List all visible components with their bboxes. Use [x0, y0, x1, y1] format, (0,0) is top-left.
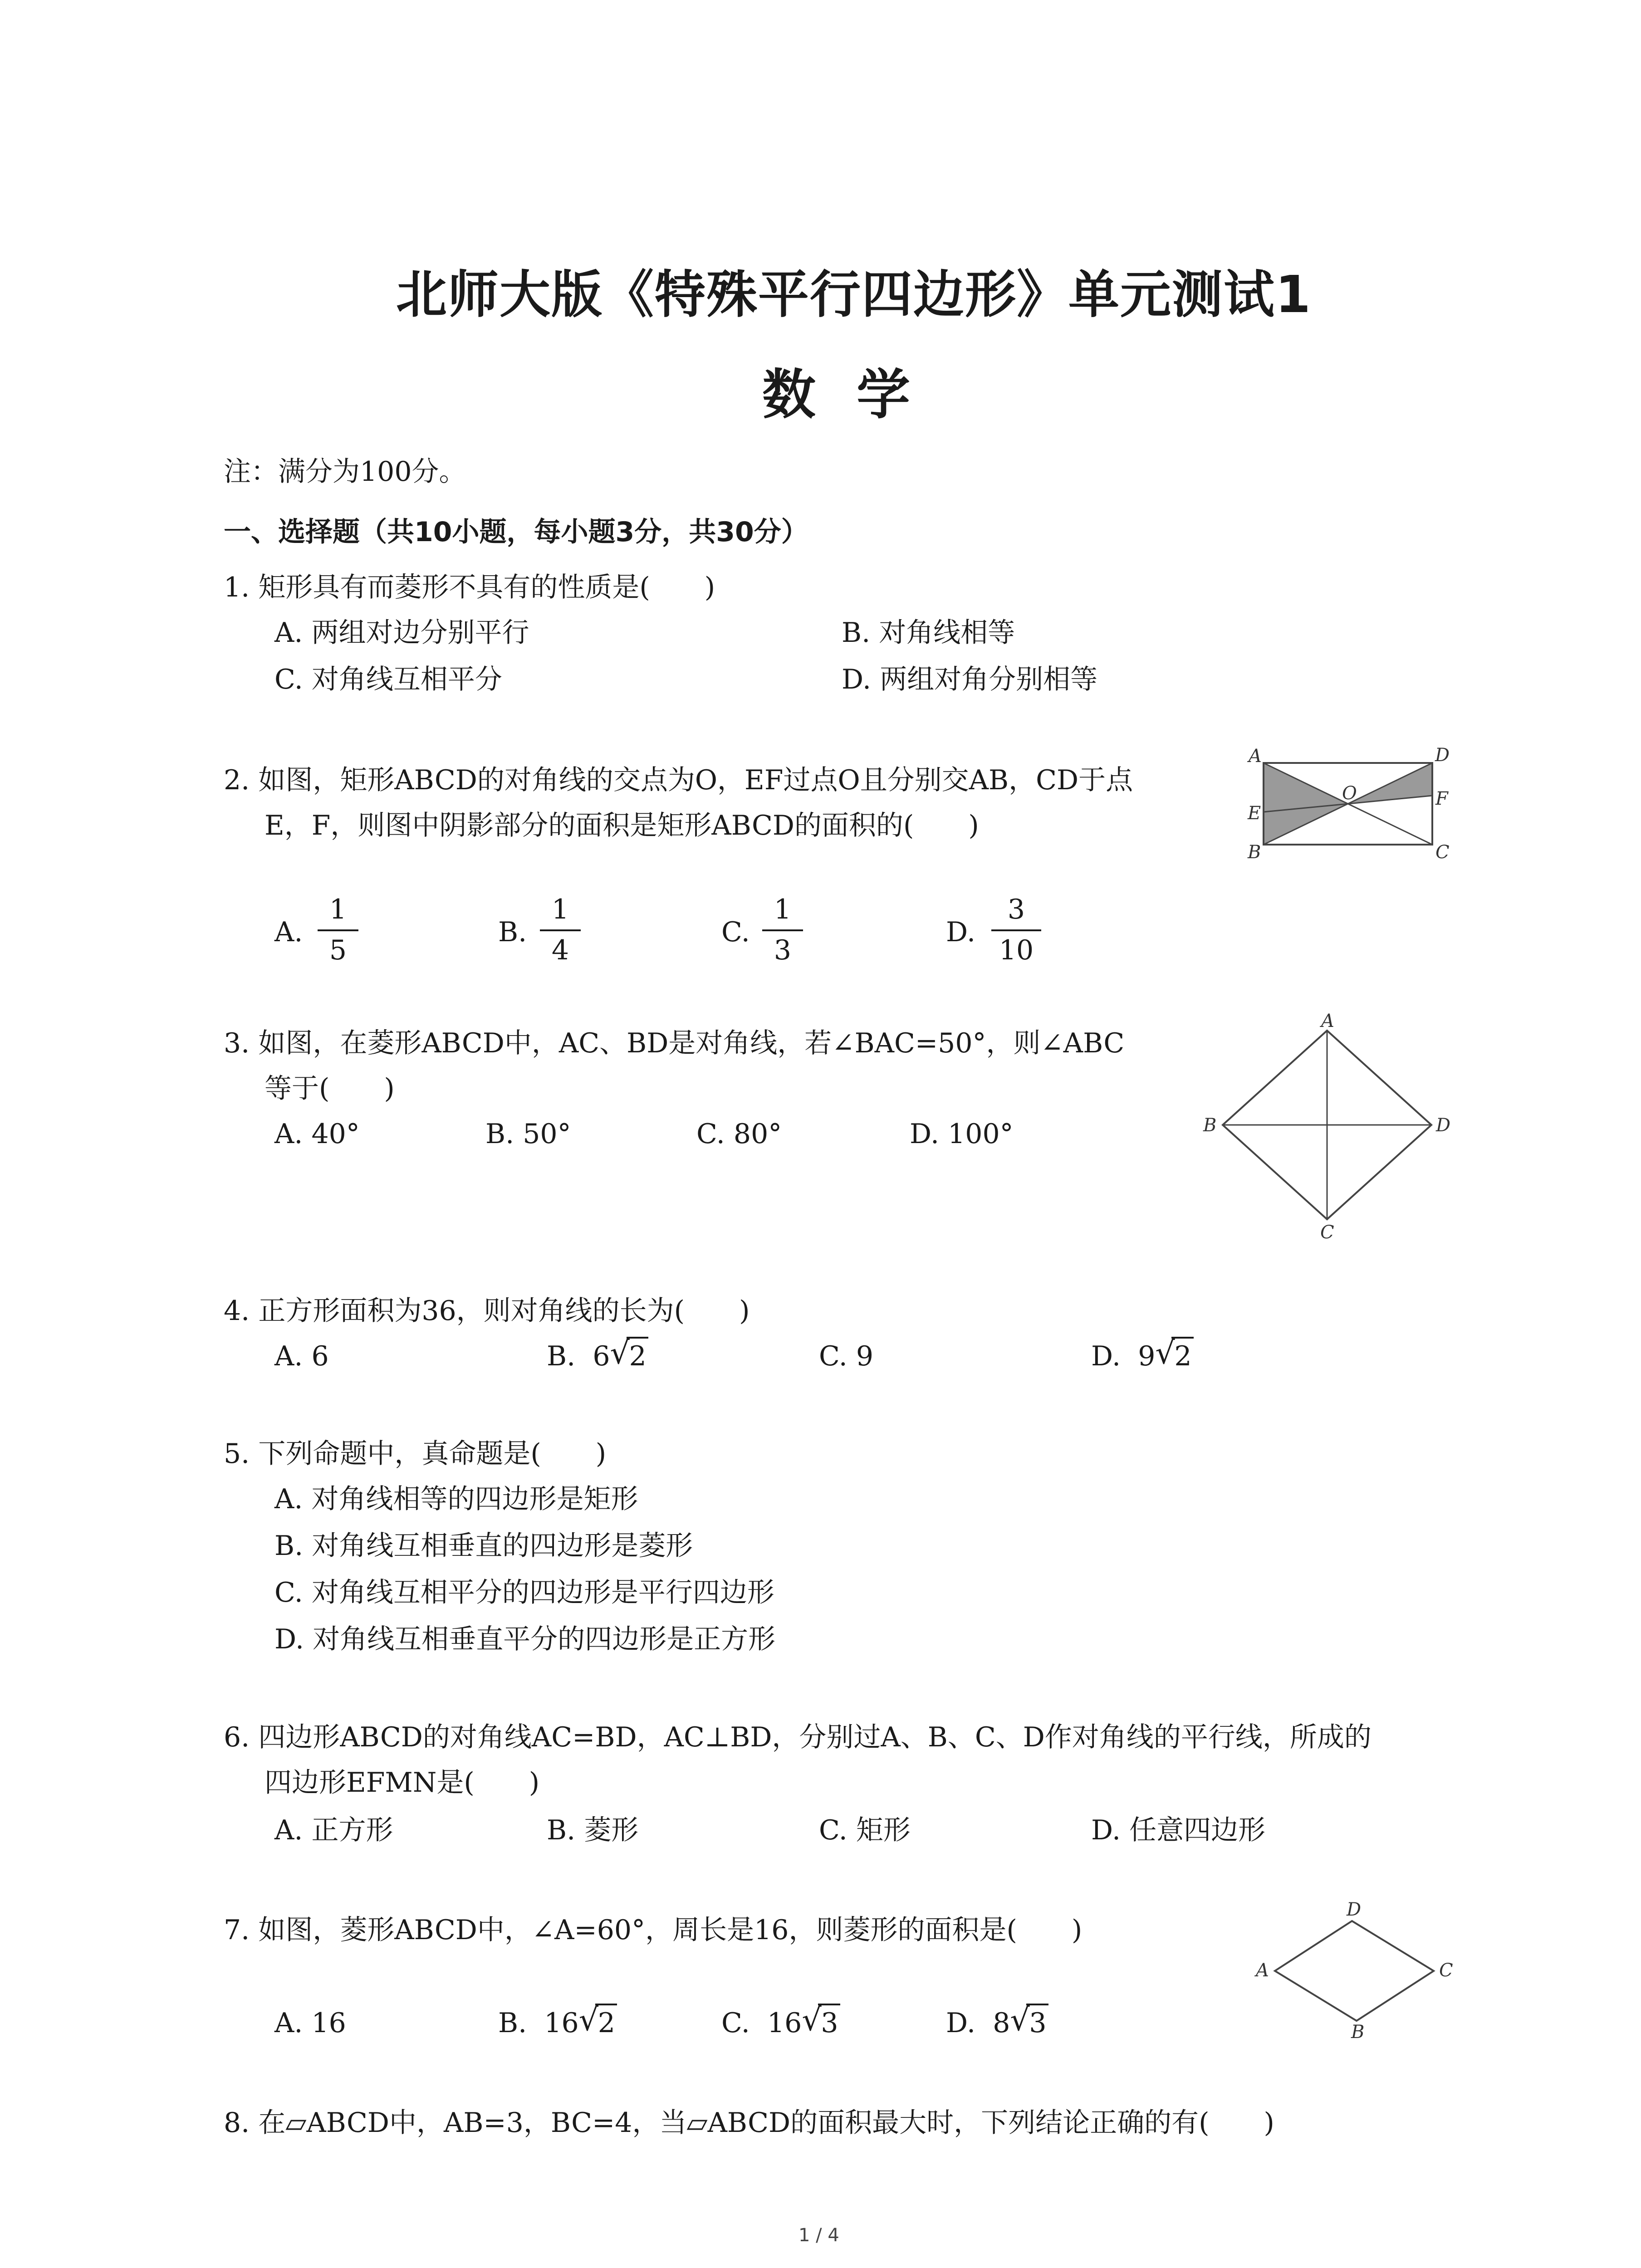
- q7-stem: 7. 如图，菱形ABCD中，∠A=60°，周长是16，则菱形的面积是( ): [224, 1914, 1083, 1946]
- q1-option-b: B. 对角线相等: [842, 617, 1015, 649]
- q4-d-radicand: 2: [1171, 1337, 1193, 1372]
- page-title: 北师大版《特殊平行四边形》单元测试1: [396, 265, 1312, 324]
- q7-d-sqrt: √ 3: [1010, 2009, 1048, 2037]
- q2-label-a: A: [1249, 746, 1262, 767]
- q4-b-label: B.: [547, 1340, 576, 1372]
- q2-option-c-label: C.: [721, 916, 750, 948]
- q5-option-b: B. 对角线互相垂直的四边形是菱形: [274, 1530, 693, 1562]
- q7-label-d: D: [1347, 1899, 1362, 1920]
- q3-stem-line2: 等于( ): [265, 1073, 395, 1105]
- q5-option-d: D. 对角线互相垂直平分的四边形是正方形: [274, 1623, 776, 1655]
- q2-a-numerator: 1: [329, 894, 347, 925]
- q4-d-sqrt: √ 2: [1155, 1343, 1193, 1370]
- q2-label-f: F: [1435, 788, 1448, 809]
- q3-option-a: A. 40°: [274, 1118, 360, 1150]
- q8-stem: 8. 在▱ABCD中，AB=3，BC=4，当▱ABCD的面积最大时，下列结论正确的有( ): [224, 2107, 1274, 2139]
- q2-option-d-label: D.: [946, 916, 976, 948]
- q4-option-a: A. 6: [274, 1340, 329, 1372]
- page-number: 1 / 4: [798, 2225, 839, 2246]
- q7-c-sqrt: √ 3: [802, 2009, 840, 2037]
- q3-label-c: C: [1320, 1222, 1334, 1243]
- q4-d-coef: 9: [1138, 1340, 1156, 1372]
- q7-option-b: [498, 2002, 617, 2039]
- q2-stem-line1: 2. 如图，矩形ABCD的对角线的交点为O，EF过点O且分别交AB，CD于点: [224, 764, 1133, 796]
- q5-option-a: A. 对角线相等的四边形是矩形: [274, 1483, 638, 1515]
- q7-label-b: B: [1351, 2022, 1365, 2043]
- q1-option-c: C. 对角线互相平分: [274, 664, 502, 695]
- q7-c-coef: 16: [767, 2007, 802, 2039]
- q7-label-a: A: [1256, 1960, 1269, 1981]
- q6-option-d: D. 任意四边形: [1091, 1814, 1266, 1846]
- q2-rectangle-figure: [1243, 744, 1452, 871]
- q7-b-sqrt: √ 2: [579, 2009, 617, 2037]
- q2-label-d: D: [1435, 745, 1450, 766]
- q1-option-a: A. 两组对边分别平行: [274, 617, 529, 649]
- q6-option-c: C. 矩形: [819, 1814, 911, 1846]
- q7-d-radicand: 3: [1026, 2004, 1048, 2039]
- q2-option-d-fraction: [991, 896, 1041, 964]
- q1-stem: 1. 矩形具有而菱形不具有的性质是( ): [224, 572, 715, 603]
- q6-option-a: A. 正方形: [274, 1814, 393, 1846]
- q4-option-b: [547, 1335, 648, 1372]
- q4-b-sqrt: √ 2: [610, 1343, 648, 1370]
- q7-c-label: C.: [721, 2007, 750, 2039]
- score-note: 注：满分为100分。: [224, 456, 466, 488]
- q7-label-c: C: [1439, 1960, 1453, 1981]
- q2-label-b: B: [1248, 842, 1261, 863]
- q4-option-c: C. 9: [819, 1340, 874, 1372]
- q6-stem-line2: 四边形EFMN是( ): [265, 1767, 540, 1799]
- subject-title: 数学: [762, 363, 951, 426]
- q2-label-e: E: [1248, 803, 1261, 824]
- q4-b-radicand: 2: [627, 1337, 648, 1372]
- q2-c-numerator: 1: [774, 894, 792, 925]
- q3-label-d: D: [1436, 1115, 1451, 1136]
- q7-b-label: B.: [498, 2007, 527, 2039]
- q3-option-b: B. 50°: [485, 1118, 571, 1150]
- q4-stem: 4. 正方形面积为36，则对角线的长为( ): [224, 1295, 750, 1327]
- q2-c-denominator: 3: [774, 934, 792, 966]
- q5-option-c: C. 对角线互相平分的四边形是平行四边形: [274, 1577, 774, 1608]
- q3-option-c: C. 80°: [696, 1118, 782, 1150]
- q7-c-radicand: 3: [818, 2004, 840, 2039]
- q2-d-numerator: 3: [1007, 894, 1025, 925]
- q2-b-numerator: 1: [551, 894, 569, 925]
- q1-option-d: D. 两组对角分别相等: [842, 664, 1098, 695]
- q2-b-denominator: 4: [551, 934, 569, 966]
- q2-option-b-label: B.: [498, 916, 527, 948]
- q6-stem-line1: 6. 四边形ABCD的对角线AC=BD，AC⊥BD，分别过A、B、C、D作对角线的平行线，所成的: [224, 1721, 1372, 1753]
- q2-option-a-label: A.: [274, 916, 303, 948]
- q2-d-denominator: 10: [999, 934, 1034, 966]
- q3-stem-line1: 3. 如图，在菱形ABCD中，AC、BD是对角线，若∠BAC=50°，则∠ABC: [224, 1027, 1125, 1059]
- q7-option-d: [946, 2002, 1048, 2039]
- q2-stem-line2: E，F，则图中阴影部分的面积是矩形ABCD的面积的( ): [265, 810, 979, 841]
- q3-option-d: D. 100°: [910, 1118, 1014, 1150]
- q7-b-coef: 16: [544, 2007, 579, 2039]
- q7-b-radicand: 2: [595, 2004, 617, 2039]
- q2-label-c: C: [1435, 842, 1450, 863]
- q7-option-c: [721, 2002, 840, 2039]
- q7-rhombus-figure: [1252, 1898, 1461, 2043]
- q2-option-a-fraction: [318, 896, 358, 964]
- q3-label-b: B: [1203, 1115, 1217, 1136]
- q7-d-label: D.: [946, 2007, 976, 2039]
- q2-option-b-fraction: [540, 896, 581, 964]
- q7-option-a: A. 16: [274, 2007, 346, 2039]
- q2-option-c-fraction: [762, 896, 803, 964]
- q3-label-a: A: [1321, 1012, 1334, 1031]
- q7-d-coef: 8: [993, 2007, 1010, 2039]
- q4-option-d: [1091, 1335, 1194, 1372]
- q4-d-label: D.: [1091, 1340, 1121, 1372]
- q3-rhombus-figure: [1193, 1012, 1465, 1247]
- section-heading: 一、选择题（共10小题，每小题3分，共30分）: [224, 516, 808, 548]
- q2-a-denominator: 5: [329, 934, 347, 966]
- q6-option-b: B. 菱形: [547, 1814, 639, 1846]
- q4-b-coef: 6: [593, 1340, 610, 1372]
- q5-stem: 5. 下列命题中，真命题是( ): [224, 1438, 607, 1470]
- q2-label-o: O: [1342, 783, 1357, 804]
